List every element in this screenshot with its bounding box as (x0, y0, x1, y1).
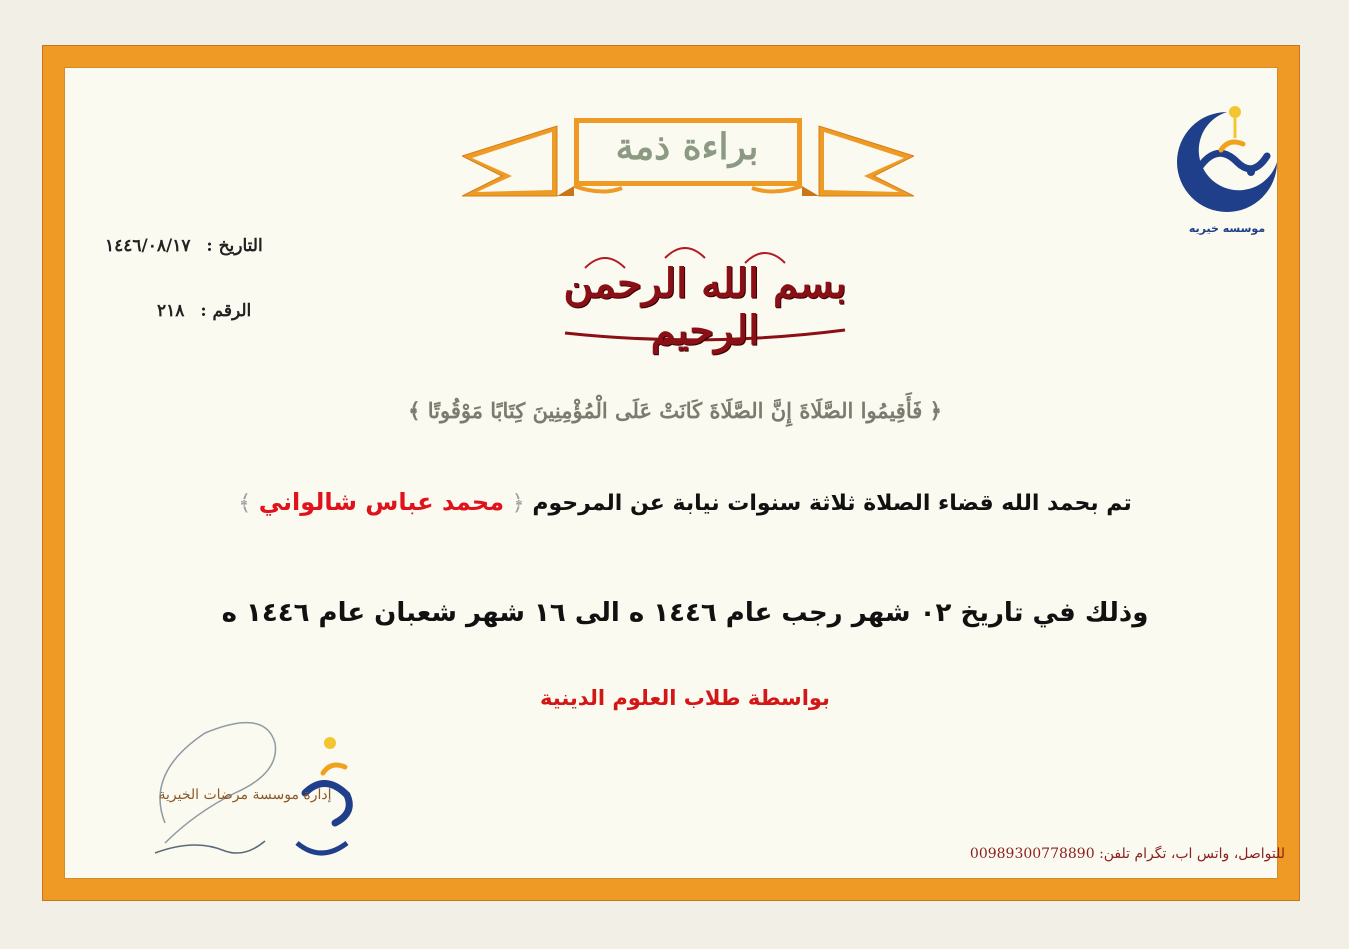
date-range-line: وذلك في تاريخ ٠٢ شهر رجب عام ١٤٤٦ ه الى ١٦ شهر شعبان عام ١٤٤٦ ه (221, 598, 1149, 628)
reference-value: ٢١٨ (157, 301, 185, 321)
signature-label: إدارة موسسة مرضات الخيرية (158, 787, 332, 803)
contact-info (825, 846, 1285, 862)
logo-caption: موسسه خيريه (1188, 222, 1266, 235)
quran-verse: ﴿ فَأَقِيمُوا الصَّلَاةَ إِنَّ الصَّلَاةَ كَانَتْ عَلَى الْمُؤْمِنِينَ كِتَابًا مَوْقُوتًا ﴾ (408, 398, 942, 423)
crescent-logo-icon (1163, 98, 1291, 222)
date-label: التاريخ : (206, 236, 263, 256)
certificate-body (64, 67, 1285, 879)
deceased-name: محمد عباس شالواني (258, 488, 505, 516)
basmala-calligraphy (545, 238, 865, 354)
charity-logo (1163, 98, 1291, 248)
bracket-open: ﴿ (511, 491, 525, 516)
reference-label: الرقم : (200, 301, 252, 321)
title-ribbon (462, 96, 914, 206)
certificate-title: براءة ذمة (615, 126, 759, 168)
statement-line (185, 488, 1185, 516)
statement-prefix: تم بحمد الله قضاء الصلاة ثلاثة سنوات نيابة عن المرحوم (532, 491, 1132, 516)
performed-by-line: بواسطة طلاب العلوم الدينية (540, 686, 830, 710)
reference-row (157, 301, 251, 321)
certificate-frame (42, 45, 1300, 901)
bracket-close: ﴾ (238, 491, 252, 516)
contact-phone: 00989300778890 (969, 846, 1095, 862)
date-row (105, 236, 263, 256)
date-value: ١٤٤٦/٠٨/١٧ (105, 236, 191, 256)
basmala-text: بسم الله الرحمن الرحيم (563, 260, 847, 354)
contact-label: للتواصل، واتس اب، تگرام تلفن: (1099, 846, 1285, 862)
signature-stamp (125, 713, 365, 883)
